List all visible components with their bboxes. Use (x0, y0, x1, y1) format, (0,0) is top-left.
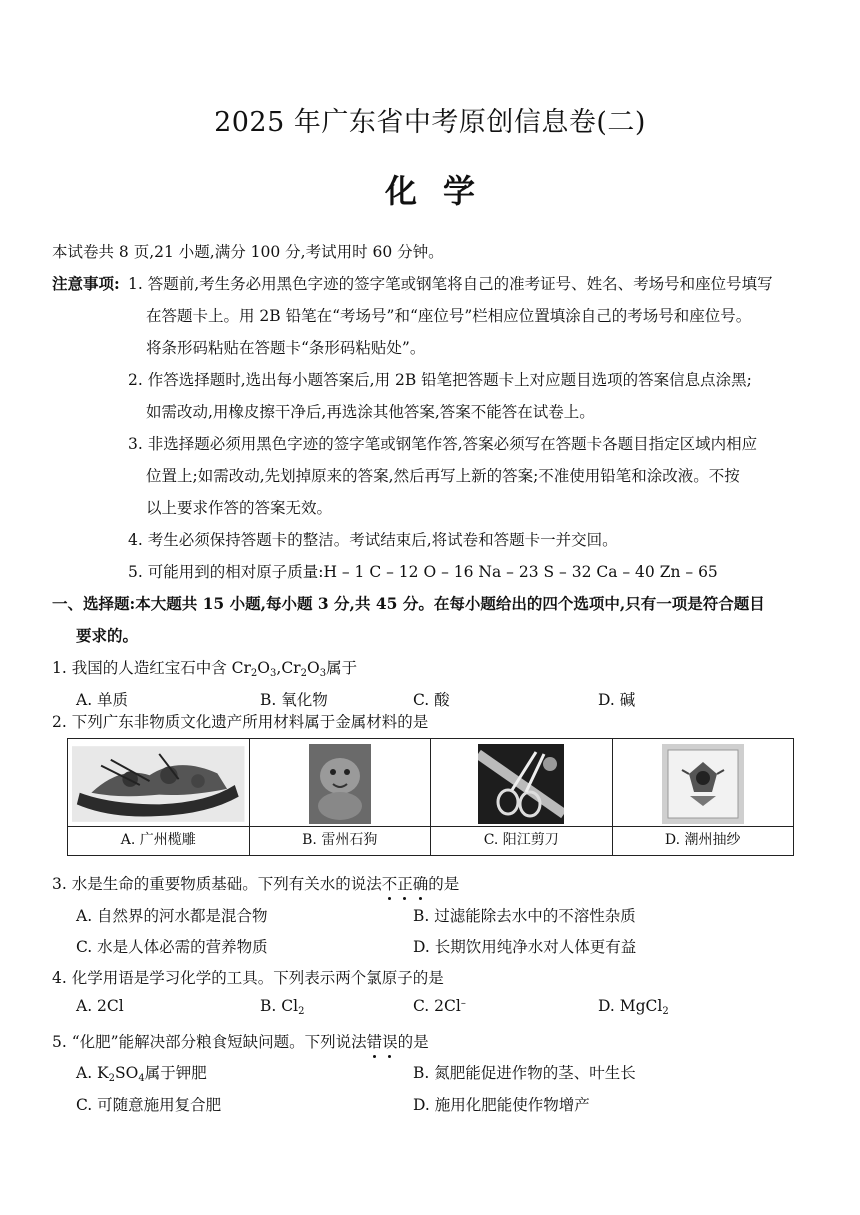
question-3-option-c: C. 水是人体必需的营养物质 (76, 938, 268, 956)
olive-carving-image (72, 743, 245, 825)
notice-item-3-line-1: 3. 非选择题必须用黑色字迹的签字笔或钢笔作答,答案必须写在答题卡各题目指定区域内相应 (128, 435, 758, 453)
intro-text: 本试卷共 8 页,21 小题,满分 100 分,考试用时 60 分钟。 (52, 243, 444, 261)
question-4-option-b: B. $Cl_2$ (260, 997, 305, 1017)
question-2-stem: 2. 下列广东非物质文化遗产所用材料属于金属材料的是 (52, 713, 429, 731)
question-3-option-a: A. 自然界的河水都是混合物 (76, 907, 268, 925)
embroidery-image (617, 743, 790, 825)
question-4-option-d: D. MgCl$_2$ (598, 997, 669, 1017)
option-c-caption: C. 阳江剪刀 (431, 826, 612, 855)
option-a-cell (68, 739, 250, 855)
page-title: 2025 年广东省中考原创信息卷(二) (214, 107, 646, 138)
notice-item-3-line-3: 以上要求作答的答案无效。 (146, 499, 333, 517)
option-a-caption: A. 广州榄雕 (68, 826, 249, 855)
question-3-option-d: D. 长期饮用纯净水对人体更有益 (413, 938, 637, 956)
option-b-cell (250, 739, 432, 855)
question-1-option-b: B. 氧化物 (260, 691, 328, 709)
section-1-heading-line-1: 一、选择题:本大题共 15 小题,每小题 3 分,共 45 分。在每小题给出的四个选项中,只有一项是符合题目 (52, 594, 765, 613)
question-1-option-c: C. 酸 (413, 691, 450, 709)
option-d-cell (613, 739, 794, 855)
option-d-caption: D. 潮州抽纱 (613, 826, 794, 855)
scissors-image (435, 743, 608, 825)
question-5-option-a: A. $K_2SO_4$属于钾肥 (76, 1064, 207, 1084)
notice-item-1-line-3: 将条形码粘贴在答题卡“条形码粘贴处”。 (146, 339, 426, 357)
notice-item-2-line-1: 2. 作答选择题时,选出每小题答案后,用 2B 铅笔把答题卡上对应题目选项的答案信息点涂黑; (128, 371, 752, 389)
stone-dog-image (254, 743, 427, 825)
question-5-option-d: D. 施用化肥能使作物增产 (413, 1096, 590, 1114)
question-1-option-a: A. 单质 (76, 691, 129, 709)
notice-item-5: 5. 可能用到的相对原子质量:H – 1 C – 12 O – 16 Na – 23 S – 32 Ca – 40 Zn – 65 (128, 563, 718, 581)
question-4-option-a: A. 2Cl (76, 997, 124, 1015)
subject-title: 化学 (384, 172, 501, 210)
question-3-option-b: B. 过滤能除去水中的不溶性杂质 (413, 907, 636, 925)
question-5-stem: 5. “化肥”能解决部分粮食短缺问题。下列说法错误的是 (52, 1033, 429, 1051)
notice-item-1-line-1: 1. 答题前,考生务必用黑色字迹的签字笔或钢笔将自己的准考证号、姓名、考场号和座位号填写 (128, 275, 773, 293)
question-4-option-c: C. 2Cl– (413, 997, 466, 1015)
option-c-cell (431, 739, 613, 855)
question-2-image-table (67, 738, 794, 856)
question-1-stem: 1. 我国的人造红宝石中含 $Cr_2O_3,Cr_2O_3$属于 (52, 659, 358, 679)
option-b-caption: B. 雷州石狗 (250, 826, 431, 855)
notice-item-2-line-2: 如需改动,用橡皮擦干净后,再选涂其他答案,答案不能答在试卷上。 (146, 403, 595, 421)
notice-label: 注意事项: (52, 274, 120, 293)
notice-item-4: 4. 考生必须保持答题卡的整洁。考试结束后,将试卷和答题卡一并交回。 (128, 531, 618, 549)
question-5-option-c: C. 可随意施用复合肥 (76, 1096, 222, 1114)
notice-item-3-line-2: 位置上;如需改动,先划掉原来的答案,然后再写上新的答案;不准使用铅笔和涂改液。不按 (146, 467, 740, 485)
question-3-stem: 3. 水是生命的重要物质基础。下列有关水的说法不正确的是 (52, 875, 460, 893)
question-1-option-d: D. 碱 (598, 691, 636, 709)
question-4-stem: 4. 化学用语是学习化学的工具。下列表示两个氯原子的是 (52, 969, 444, 987)
question-5-option-b: B. 氮肥能促进作物的茎、叶生长 (413, 1064, 636, 1082)
section-1-heading-line-2: 要求的。 (76, 626, 139, 645)
notice-item-1-line-2: 在答题卡上。用 2B 铅笔在“考场号”和“座位号”栏相应位置填涂自己的考场号和座位号。 (146, 307, 752, 325)
